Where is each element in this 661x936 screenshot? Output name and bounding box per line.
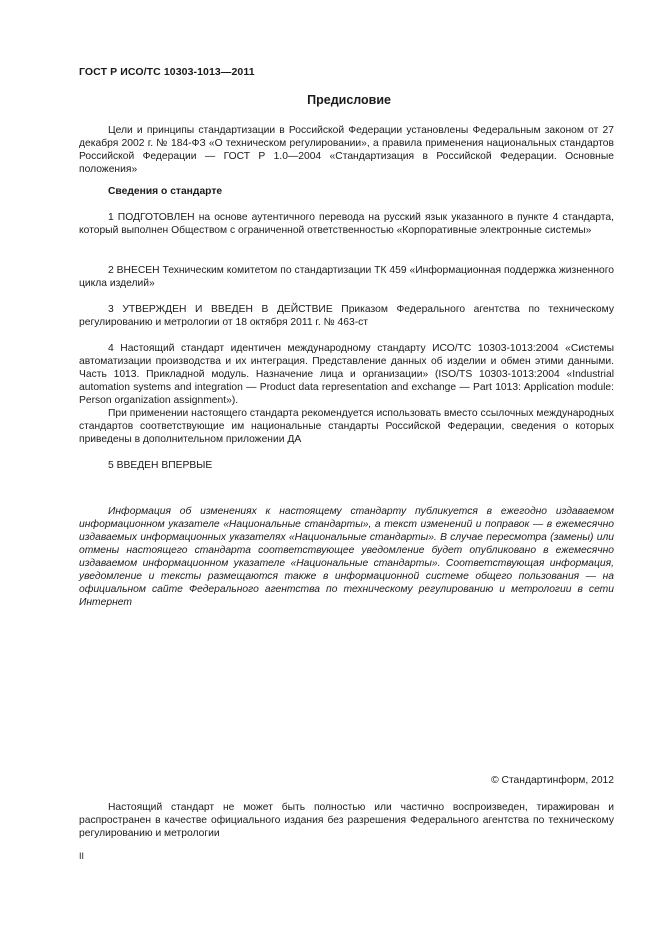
copyright-notice: © Стандартинформ, 2012 — [491, 775, 614, 786]
changes-info-notice: Информация об изменениях к настоящему стандарту публикуется в ежегодно издаваемом информационном указателе «Национальные стандарты», а текст изменений и поправок — в ежемесячно издаваемых информационных указателях «Национальные стандарты». В случае пересмотра (замены) или отмены настоящего стандарта соответствующее уведомление будет опубликовано в ежемесячно издаваемом информационном указателе «Национальные стандарты». Соответствующая информация, уведомление и тексты размещаются также в информационной системе общего пользования — на официальном сайте Федерального агентства по техническому регулированию и метрологии в сети Интернет — [79, 506, 614, 608]
item-3-approved: 3 УТВЕРЖДЕН И ВВЕДЕН В ДЕЙСТВИЕ Приказом Федерального агентства по техническому регулированию и метрологии от 18 октября 2011 г. № 463-ст — [79, 304, 614, 328]
item-2-submitted: 2 ВНЕСЕН Техническим комитетом по стандартизации ТК 459 «Информационная поддержка жизненного цикла изделий» — [79, 265, 614, 289]
item-1-prepared: 1 ПОДГОТОВЛЕН на основе аутентичного перевода на русский язык указанного в пункте 4 стандарта, который выполнен Обществом с ограниченной ответственностью «Корпоративные электронные системы» — [79, 212, 614, 236]
item-4-identical: 4 Настоящий стандарт идентичен международному стандарту ИСО/ТС 10303-1013:2004 «Системы автоматизации производства и их интеграция. Представление данных об изделии и обмен этими данными. Часть 1013. Прикладной модуль. Назначение лица и организации» (ISO/TS 10303-1013:2004 «Industrial automation systems and integration — Product data representation and exchange — Part 1013: Application module: Person organization assignment»). — [79, 343, 614, 406]
document-code: ГОСТ Р ИСО/ТС 10303-1013—2011 — [79, 66, 255, 78]
standard-info-heading: Сведения о стандарте — [108, 186, 223, 197]
item-4-application-note: При применении настоящего стандарта рекомендуется использовать вместо ссылочных международных стандартов соответствующие им национальные стандарты Российской Федерации, сведения о которых приведены в дополнительном приложении ДА — [79, 408, 614, 445]
reproduction-notice: Настоящий стандарт не может быть полностью или частично воспроизведен, тиражирован и распространен в качестве официального издания без разрешения Федерального агентства по техническому регулированию и метрологии — [79, 802, 614, 839]
item-5-first-introduced: 5 ВВЕДЕН ВПЕРВЫЕ — [108, 460, 213, 471]
page-title: Предисловие — [307, 93, 391, 107]
page-number: II — [79, 851, 85, 861]
intro-paragraph: Цели и принципы стандартизации в Российской Федерации установлены Федеральным законом от 27 декабря 2002 г. № 184-ФЗ «О техническом регулировании», а правила применения национальных стандартов Российской Федерации — ГОСТ Р 1.0—2004 «Стандартизация в Российской Федерации. Основные положения» — [79, 125, 614, 175]
